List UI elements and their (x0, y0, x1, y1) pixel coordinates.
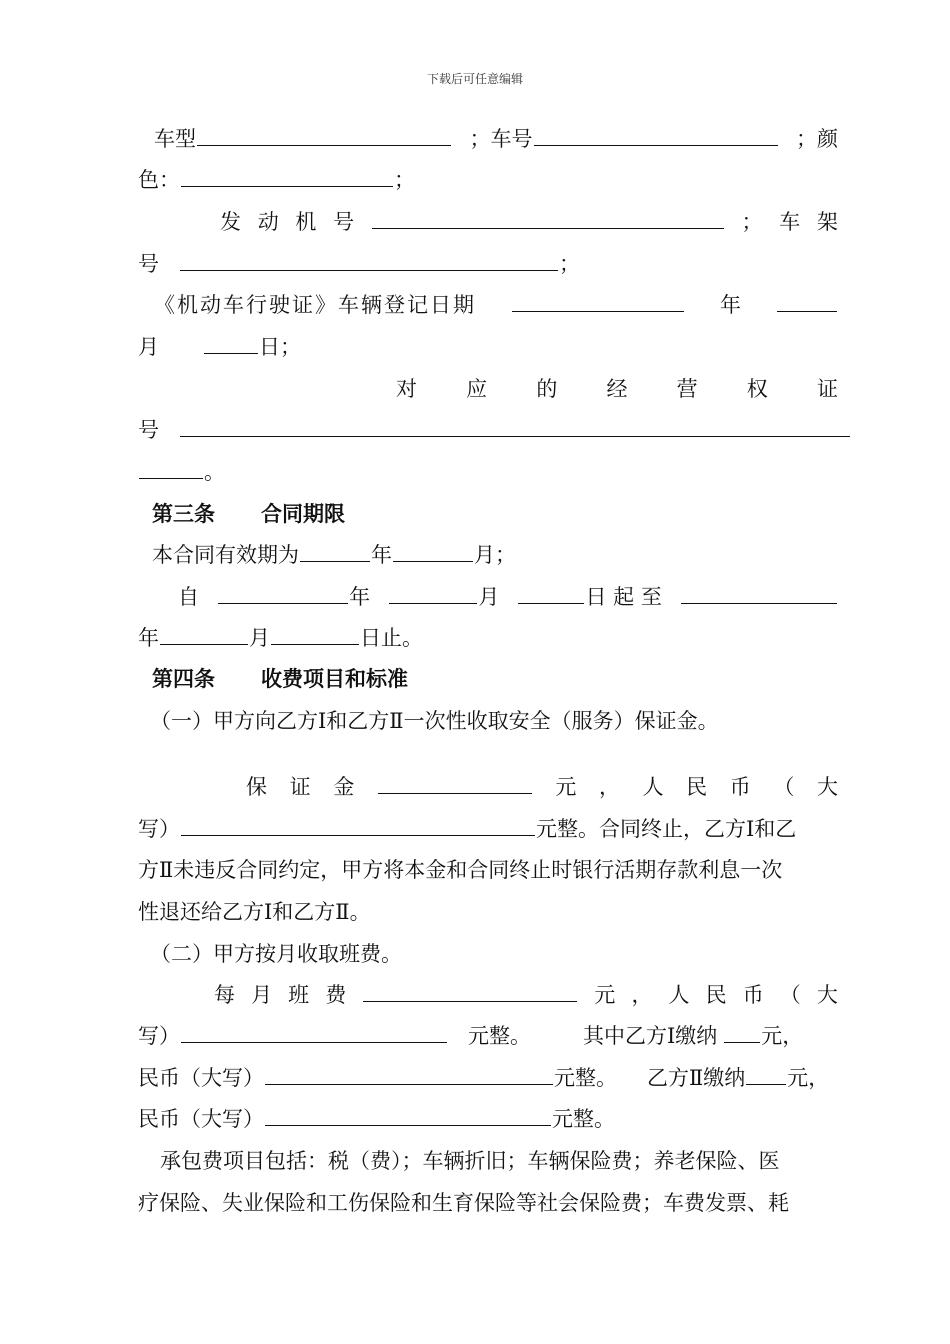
year-label: 年 (349, 585, 371, 609)
rmb-char: 人 (668, 983, 690, 1007)
license-number-line (138, 413, 858, 447)
deposit-written-blank (181, 813, 535, 836)
from-month-blank (389, 581, 477, 604)
frame-label-end: 号 (138, 252, 159, 276)
frame-char: 架 (816, 210, 838, 234)
license-number-cont (138, 455, 838, 489)
article-3-title: 合同期限 (261, 501, 345, 526)
engine-char: 发 (220, 210, 241, 234)
month-label: 月 (138, 335, 159, 359)
deposit-amount-blank (378, 771, 532, 794)
license-char: 证 (816, 377, 838, 401)
scope-text-2: 疗保险、失业保险和工伤保险和生育保险等社会保险费；车费发票、耗 (138, 1191, 789, 1215)
refund-text-1: 方Ⅱ未违反合同约定，甲方将本金和合同终止时银行活期存款利息一次 (138, 858, 783, 882)
refund-line-1 (138, 853, 838, 887)
article-3-heading (152, 497, 852, 531)
frame-char: 车 (779, 210, 801, 234)
comma: ， (631, 983, 653, 1007)
registration-line (138, 288, 838, 322)
page-header: 下载后可任意编辑 (426, 72, 523, 86)
scope-text-1: 承包费项目包括：税（费）；车辆折旧；车辆保险费；养老保险、医 (160, 1149, 780, 1173)
item-1-line (150, 704, 850, 738)
license-char: 的 (536, 377, 558, 401)
license-line (396, 372, 838, 406)
term-end-line (138, 621, 838, 655)
plate-label: ；车号 (469, 127, 533, 151)
reg-year-blank (512, 289, 684, 312)
deposit-terms-text: 元整。合同终止，乙方Ⅰ和乙 (536, 817, 797, 841)
license-blank (180, 414, 850, 437)
whole-label: 元整。 (554, 1066, 617, 1090)
party-2-amount-blank (746, 1062, 786, 1085)
deposit-char: 金 (333, 775, 355, 799)
refund-line-2 (138, 895, 838, 929)
model-label: 车型 (154, 127, 196, 151)
from-label: 自 (178, 585, 199, 609)
whole-label: 元整。 (468, 1024, 531, 1048)
article-4-title: 收费项目和标准 (261, 666, 408, 691)
to-day-blank (271, 622, 359, 645)
party-1-written-line (138, 1061, 858, 1095)
rmb-write-label: 民币（大写） (138, 1066, 264, 1090)
year-label: 年 (720, 293, 741, 317)
rmb-char: 人 (642, 775, 664, 799)
party-2-pay-label: 乙方Ⅱ缴纳 (647, 1066, 746, 1090)
engine-char: 动 (257, 210, 279, 234)
deposit-line (246, 770, 838, 804)
validity-year-blank (300, 539, 370, 562)
rmb-char: 币 (742, 983, 764, 1007)
write-label: 写） (138, 817, 180, 841)
frame-blank (180, 248, 558, 271)
reg-month-blank (777, 289, 837, 312)
from-day-blank (518, 581, 584, 604)
rmb-char: 民 (686, 775, 708, 799)
color-label-end: 色： (138, 168, 180, 192)
yuan-label: 元 (594, 983, 616, 1007)
period: 。 (204, 460, 225, 484)
yuan-label: 元 (555, 775, 577, 799)
rmb-char: 币 (729, 775, 751, 799)
monthly-char: 每 (214, 983, 235, 1007)
party-2-written-line (138, 1102, 838, 1136)
semicolon: ； (394, 168, 415, 192)
from-year-blank (218, 581, 348, 604)
month-label: 月； (474, 543, 516, 567)
monthly-written-blank (181, 1020, 447, 1043)
vehicle-color-line (138, 163, 838, 197)
rmb-char: 民 (705, 983, 727, 1007)
engine-char: 机 (295, 210, 317, 234)
yuan-comma: 元， (787, 1066, 830, 1090)
item-1-text: （一）甲方向乙方Ⅰ和乙方Ⅱ一次性收取安全（服务）保证金。 (150, 709, 719, 733)
license-char: 对 (396, 377, 417, 401)
monthly-char: 班 (288, 983, 310, 1007)
article-3-number: 第三条 (152, 501, 215, 526)
party-1-pay-label: 其中乙方Ⅰ缴纳 (583, 1024, 718, 1048)
validity-month-blank (393, 539, 473, 562)
term-line (138, 580, 838, 614)
rmb-write-label: 民币（大写） (138, 1107, 264, 1131)
deposit-written-line (138, 812, 838, 846)
monthly-char: 月 (251, 983, 273, 1007)
rmb-char: （ (773, 775, 795, 799)
engine-char: 号 (333, 210, 355, 234)
color-blank (181, 164, 393, 187)
comma: ， (598, 775, 620, 799)
monthly-fee-blank (363, 979, 577, 1002)
rmb-char: （ (779, 983, 801, 1007)
party-1-written-blank (265, 1062, 553, 1085)
party-1-amount-blank (724, 1020, 760, 1043)
monthly-fee-line (214, 978, 838, 1012)
vehicle-model-line (138, 122, 838, 156)
semicolon: ； (741, 210, 763, 234)
registration-label: 《机动车行驶证》车辆登记日期 (154, 293, 476, 317)
to-year-blank (681, 581, 837, 604)
engine-line (220, 205, 838, 239)
color-label-start: ；颜 (796, 127, 838, 151)
model-blank (197, 123, 451, 146)
month-label: 月 (249, 626, 270, 650)
frame-line (138, 247, 838, 281)
month-label: 月 (478, 585, 500, 609)
day-from-label: 日 起 至 (585, 585, 662, 609)
whole-label: 元整。 (552, 1107, 615, 1131)
rmb-char: 大 (816, 775, 838, 799)
semicolon: ； (559, 252, 580, 276)
engine-blank (372, 206, 724, 229)
license-char: 应 (466, 377, 488, 401)
yuan-comma: 元， (761, 1024, 804, 1048)
license-label-end: 号 (138, 418, 159, 442)
monthly-written-line (138, 1019, 838, 1053)
year-label: 年 (138, 626, 159, 650)
monthly-char: 费 (325, 983, 347, 1007)
write-label: 写） (138, 1024, 180, 1048)
deposit-char: 保 (246, 775, 267, 799)
scope-line-1 (138, 1144, 838, 1178)
to-month-blank (160, 622, 248, 645)
registration-day-line (138, 330, 838, 364)
article-4-heading (152, 662, 852, 696)
license-char: 权 (746, 377, 768, 401)
plate-blank (534, 123, 778, 146)
party-2-written-blank (265, 1103, 551, 1126)
reg-day-blank (204, 331, 258, 354)
license-char: 营 (676, 377, 698, 401)
license-blank-cont (139, 456, 203, 479)
day-label: 日； (259, 335, 301, 359)
rmb-char: 大 (816, 983, 838, 1007)
article-4-number: 第四条 (152, 666, 215, 691)
day-end-label: 日止。 (360, 626, 423, 650)
year-label: 年 (371, 543, 392, 567)
item-2-line (150, 937, 850, 971)
license-char: 经 (606, 377, 628, 401)
scope-line-2 (138, 1186, 838, 1220)
validity-line (152, 538, 852, 572)
validity-label: 本合同有效期为 (152, 543, 299, 567)
refund-text-2: 性退还给乙方Ⅰ和乙方Ⅱ。 (138, 900, 371, 924)
item-2-text: （二）甲方按月收取班费。 (150, 942, 402, 966)
deposit-char: 证 (289, 775, 311, 799)
